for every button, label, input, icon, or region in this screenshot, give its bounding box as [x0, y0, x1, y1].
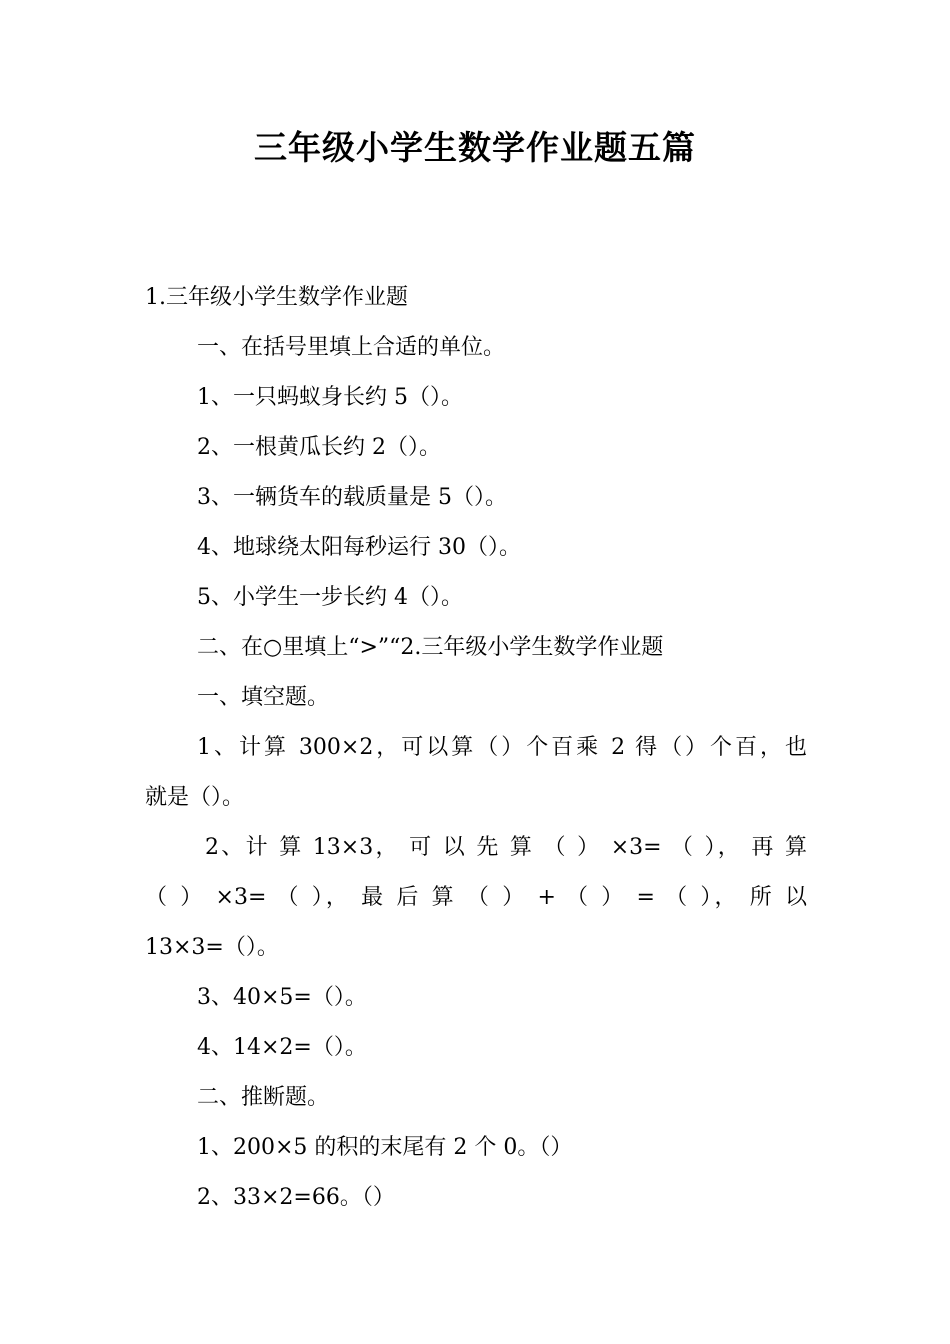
question-line-continuation: 就是（）。: [145, 785, 245, 810]
question-line: 1、一只蚂蚁身长约 5（）。: [197, 385, 463, 410]
question-line: 4、地球绕太阳每秒运行 30（）。: [197, 535, 521, 560]
question-line: 1、200×5 的积的末尾有 2 个 0。（）: [197, 1135, 573, 1160]
question-line: 2、33×2=66。（）: [197, 1185, 395, 1210]
question-line: 2、计 算 13×3， 可 以 先 算 （ ） ×3= （ ）， 再 算: [205, 835, 807, 860]
question-group-heading: 一、在括号里填上合适的单位。: [197, 335, 506, 360]
question-line-continuation: （ ） ×3= （ ）， 最 后 算 （ ） + （ ） = （ ）， 所 以: [145, 885, 807, 910]
question-line-continuation: 13×3=（）。: [145, 935, 279, 960]
question-line: 4、14×2=（）。: [197, 1035, 367, 1060]
section-heading: 1.三年级小学生数学作业题: [145, 285, 408, 310]
question-line: 5、小学生一步长约 4（）。: [197, 585, 463, 610]
question-line: 2、一根黄瓜长约 2（）。: [197, 435, 441, 460]
document-body: [145, 273, 807, 1223]
question-line: 1、计算 300×2，可以算（）个百乘 2 得（）个百，也: [197, 735, 807, 760]
question-line: 3、40×5=（）。: [197, 985, 367, 1010]
document-title: 三年级小学生数学作业题五篇: [254, 128, 696, 167]
question-line: 3、一辆货车的载质量是 5（）。: [197, 485, 507, 510]
question-group-heading: 二、在○里填上“>”“2.三年级小学生数学作业题: [197, 635, 664, 660]
question-group-heading: 一、填空题。: [197, 685, 330, 710]
question-group-heading: 二、推断题。: [197, 1085, 330, 1110]
